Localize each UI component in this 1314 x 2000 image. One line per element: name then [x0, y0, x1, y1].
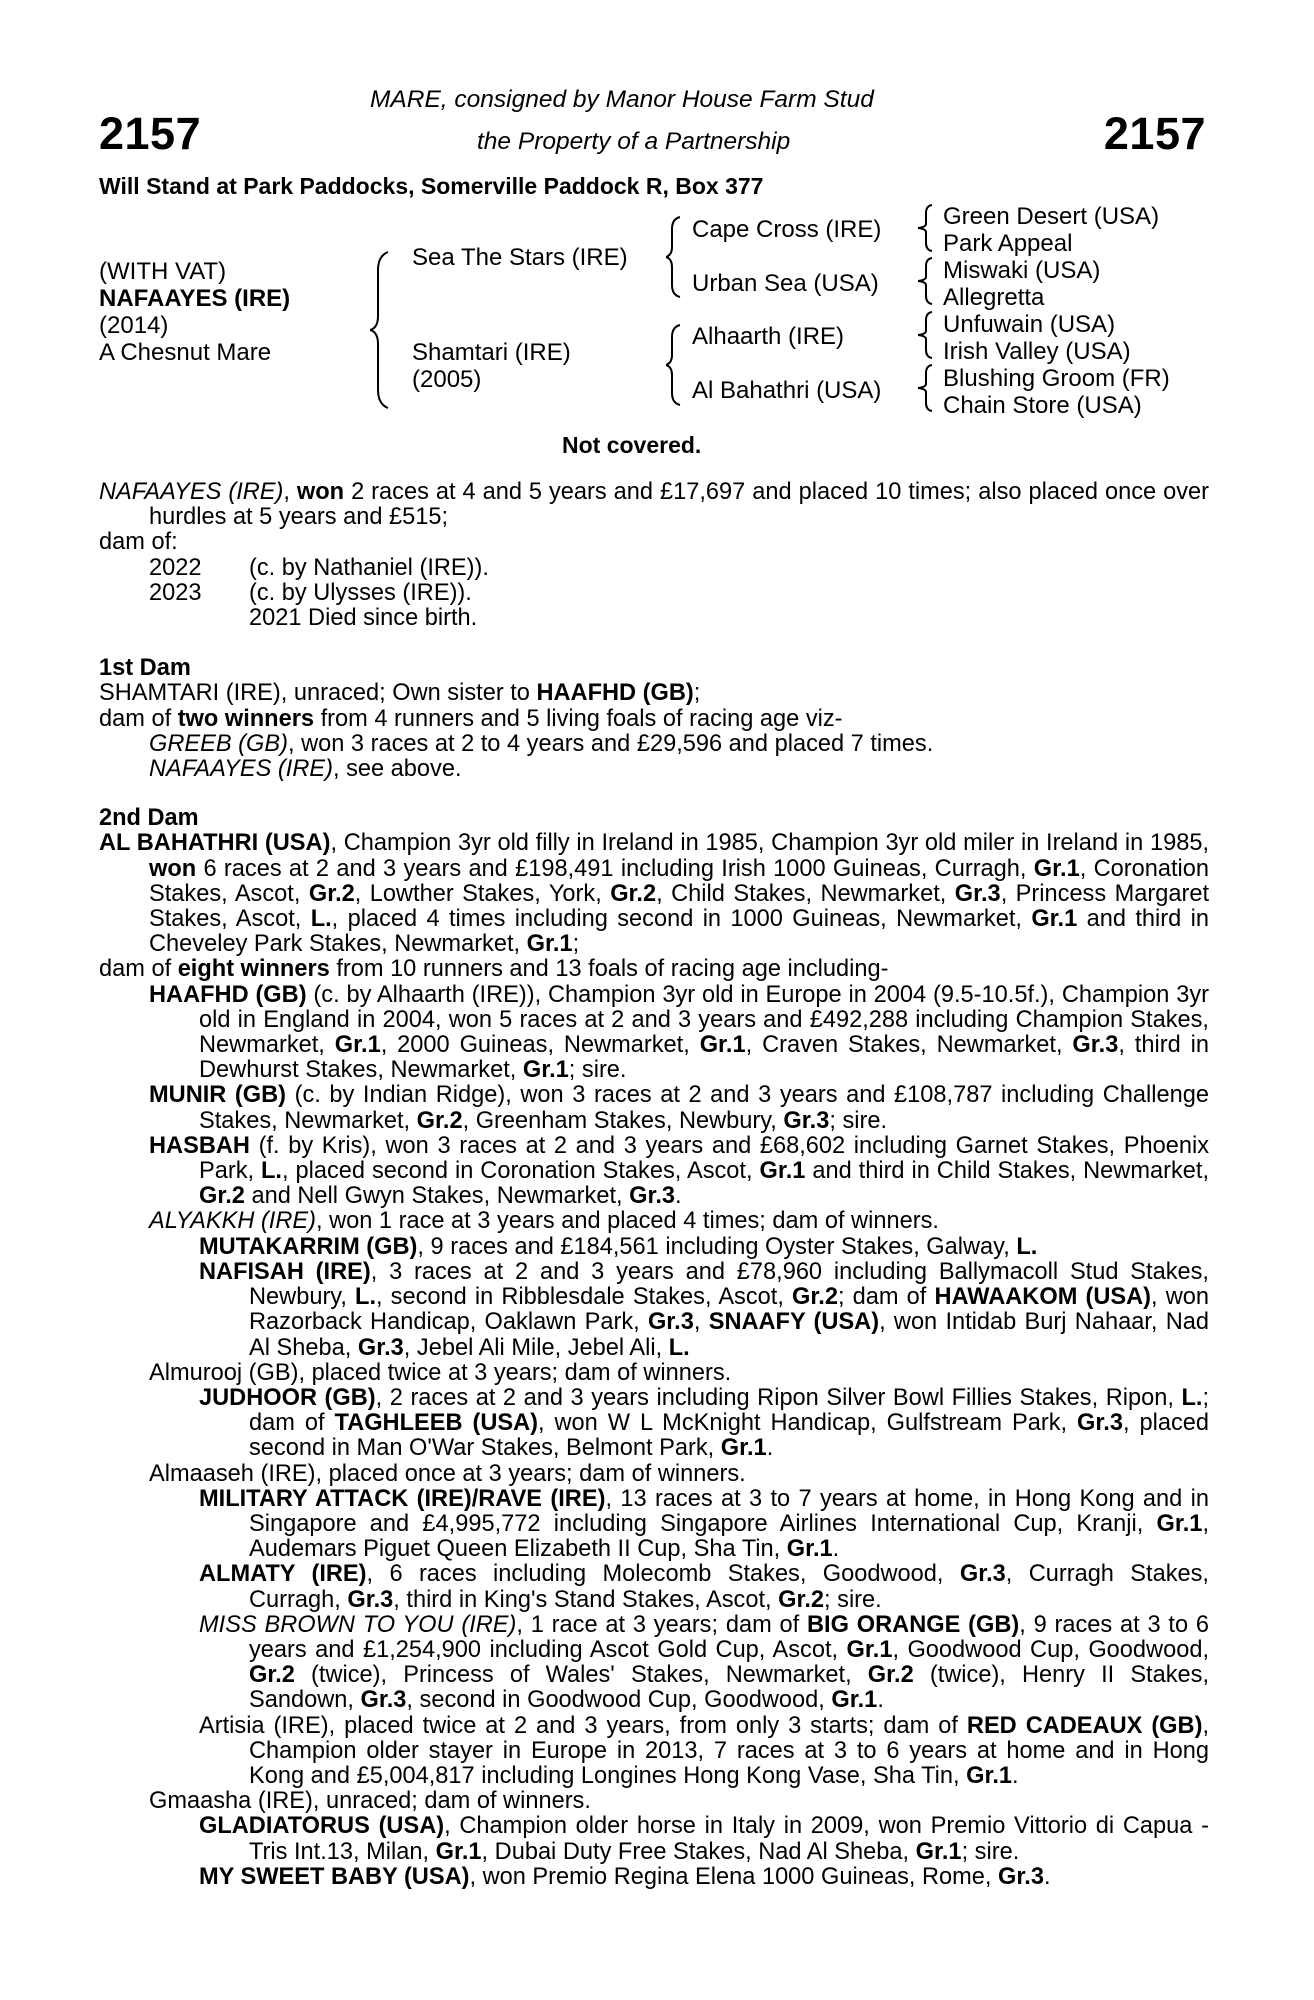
- pedigree-ggp-1: Green Desert (USA): [943, 203, 1160, 230]
- pedigree-dam-year: (2005): [412, 366, 482, 393]
- produce-entry: JUDHOOR (GB), 2 races at 2 and 3 years including Ripon Silver Bowl Fillies Stakes, Ripon, L.; dam of TAGHLEEB (USA), won W L McKnight Handicap, Gulfstream Park, Gr.3, placed second in Man O'War Stakes, Belmont Park, Gr.1.: [199, 1384, 1210, 1462]
- produce-entry: MUNIR (GB) (c. by Indian Ridge), won 3 races at 2 and 3 years and £108,787 including Challenge Stakes, Newmarket, Gr.2, Greenham Stakes, Newbury, Gr.3; sire.: [149, 1082, 1209, 1134]
- pedigree-ggp-4: Allegretta: [943, 284, 1045, 311]
- produce-row: 2021 Died since birth.: [249, 605, 478, 632]
- pedigree-ggp-6: Irish Valley (USA): [943, 338, 1131, 365]
- catalogue-body: [99, 480, 1209, 1890]
- pedigree-brace-6: [918, 310, 936, 360]
- property-line: the Property of a Partnership: [477, 128, 791, 155]
- first-dam-heading: 1st Dam: [99, 655, 191, 682]
- produce-entry: Gmaasha (IRE), unraced; dam of winners.: [149, 1788, 591, 1815]
- produce-entry: HASBAH (f. by Kris), won 3 races at 2 and 3 years and £68,602 including Garnet Stakes, Phoenix Park, L., placed second in Coronation Stakes, Ascot, Gr.1 and third in Child Stakes, Newmarket, Gr.2 and Nell Gwyn Stakes, Newmarket, Gr.3.: [149, 1132, 1209, 1210]
- second-dam-heading: 2nd Dam: [99, 805, 199, 832]
- produce-entry: HAAFHD (GB) (c. by Alhaarth (IRE)), Champion 3yr old in Europe in 2004 (9.5-10.5f.), Champion 3yr old in England in 2004, won 5 races at 2 and 3 years and £492,288 including Champion Stakes, Newmarket, Gr.1, 2000 Guineas, Newmarket, Gr.1, Craven Stakes, Newmarket, Gr.3, third in Dewhurst Stakes, Newmarket, Gr.1; sire.: [149, 981, 1209, 1084]
- produce-entry: ALYAKKH (IRE), won 1 race at 3 years and placed 4 times; dam of winners.: [149, 1208, 939, 1235]
- lot-number-left: 2157: [99, 108, 202, 159]
- produce-entry: MY SWEET BABY (USA), won Premio Regina Elena 1000 Guineas, Rome, Gr.3.: [199, 1863, 1051, 1890]
- pedigree-gs1: Cape Cross (IRE): [692, 216, 882, 243]
- second-dam-record: AL BAHATHRI (USA), Champion 3yr old filly in Ireland in 1985, Champion 3yr old miler in Ireland in 1985, won 6 races at 2 and 3 years and £198,491 including Irish 1000 Guineas, Curragh, Gr.1, Coronation Stakes, Ascot, Gr.2, Lowther Stakes, York, Gr.2, Child Stakes, Newmarket, Gr.3, Princess Margaret Stakes, Ascot, L., placed 4 times including second in 1000 Guineas, Newmarket, Gr.1 and third in Cheveley Park Stakes, Newmarket, Gr.1;: [99, 830, 1210, 958]
- produce-entry: Artisia (IRE), placed twice at 2 and 3 years, from only 3 starts; dam of RED CADEAUX (GB), Champion older stayer in Europe in 2013, 7 races at 3 to 6 years at home and in Hong Kong and £5,004,817 including Longines Hong Kong Vase, Sha Tin, Gr.1.: [199, 1712, 1209, 1789]
- produce-entry: NAFISAH (IRE), 3 races at 2 and 3 years and £78,960 including Ballymacoll Stud Stakes, Newbury, L., second in Ribblesdale Stakes, Ascot, Gr.2; dam of HAWAAKOM (USA), won Razorback Handicap, Oaklawn Park, Gr.3, SNAAFY (USA), won Intidab Burj Nahaar, Nad Al Sheba, Gr.3, Jebel Ali Mile, Jebel Ali, L.: [199, 1258, 1209, 1361]
- produce-entry: MILITARY ATTACK (IRE)/RAVE (IRE), 13 races at 3 to 7 years at home, in Hong Kong and in Singapore and £4,995,772 including Singapore Airlines International Cup, Kranji, Gr.1, Audemars Piguet Queen Elizabeth II Cup, Sha Tin, Gr.1.: [199, 1485, 1210, 1563]
- produce-entry: MISS BROWN TO YOU (IRE), 1 race at 3 years; dam of BIG ORANGE (GB), 9 races at 3 to 6 years and £1,254,900 including Ascot Gold Cup, Ascot, Gr.1, Goodwood Cup, Goodwood, Gr.2 (twice), Princess of Wales' Stakes, Newmarket, Gr.2 (twice), Henry II Stakes, Sandown, Gr.3, second in Goodwood Cup, Goodwood, Gr.1.: [199, 1611, 1210, 1714]
- produce-row: 2022 (c. by Nathaniel (IRE)).: [149, 554, 489, 581]
- pedigree-ggp-8: Chain Store (USA): [943, 392, 1142, 419]
- vat-note: (WITH VAT): [99, 258, 227, 285]
- pedigree-brace-3: [666, 323, 686, 407]
- pedigree-ggp-2: Park Appeal: [943, 230, 1073, 257]
- pedigree-sire: Sea The Stars (IRE): [412, 244, 628, 271]
- horse-record: NAFAAYES (IRE), won 2 races at 4 and 5 years and £17,697 and placed 10 times; also placed once over hurdles at 5 years and £515;: [99, 479, 1209, 531]
- pedigree-gd2: Al Bahathri (USA): [692, 377, 882, 404]
- pedigree-ggp-5: Unfuwain (USA): [943, 311, 1116, 338]
- horse-name: NAFAAYES (IRE): [99, 285, 291, 312]
- pedigree-brace-1: [370, 250, 394, 410]
- pedigree-brace-2: [666, 215, 686, 299]
- pedigree-brace-4: [918, 203, 936, 253]
- produce-entry: GLADIATORUS (USA), Champion older horse in Italy in 2009, won Premio Vittorio di Capua - Tris Int.13, Milan, Gr.1, Dubai Duty Free Stakes, Nad Al Sheba, Gr.1; sire.: [199, 1813, 1210, 1865]
- pedigree-ggp-3: Miswaki (USA): [943, 257, 1101, 284]
- produce-entry: Almurooj (GB), placed twice at 3 years; dam of winners.: [149, 1359, 732, 1386]
- produce-entry: ALMATY (IRE), 6 races including Molecomb Stakes, Goodwood, Gr.3, Curragh Stakes, Curragh, Gr.3, third in King's Stand Stakes, Ascot, Gr.2; sire.: [199, 1561, 1209, 1613]
- pedigree-dam: Shamtari (IRE): [412, 339, 571, 366]
- produce-entry: MUTAKARRIM (GB), 9 races and £184,561 including Oyster Stakes, Galway, L.: [199, 1233, 1038, 1260]
- pedigree-gs2: Alhaarth (IRE): [692, 323, 845, 350]
- produce-entry: GREEB (GB), won 3 races at 2 to 4 years and £29,596 and placed 7 times.: [149, 730, 934, 757]
- produce-entry: NAFAAYES (IRE), see above.: [149, 756, 462, 783]
- consignor-line: MARE, consigned by Manor House Farm Stud: [370, 86, 874, 113]
- pedigree-brace-5: [918, 256, 936, 306]
- produce-row: 2023 (c. by Ulysses (IRE)).: [149, 579, 472, 606]
- pedigree-brace-7: [918, 363, 936, 413]
- pedigree-ggp-7: Blushing Groom (FR): [943, 365, 1170, 392]
- horse-year: (2014): [99, 312, 169, 339]
- pedigree-gd1: Urban Sea (USA): [692, 270, 879, 297]
- lot-number-right: 2157: [1103, 108, 1206, 159]
- produce-entry: Almaaseh (IRE), placed once at 3 years; dam of winners.: [149, 1460, 746, 1487]
- stand-location: Will Stand at Park Paddocks, Somerville Paddock R, Box 377: [99, 173, 764, 199]
- cover-status: Not covered.: [562, 432, 702, 458]
- dam-of-label: dam of:: [99, 529, 178, 556]
- horse-description: A Chesnut Mare: [99, 339, 272, 366]
- first-dam-line: SHAMTARI (IRE), unraced; Own sister to HAAFHD (GB);: [99, 680, 701, 707]
- second-dam-summary: dam of eight winners from 10 runners and 13 foals of racing age including-: [99, 956, 889, 983]
- first-dam-summary: dam of two winners from 4 runners and 5 living foals of racing age viz-: [99, 705, 843, 732]
